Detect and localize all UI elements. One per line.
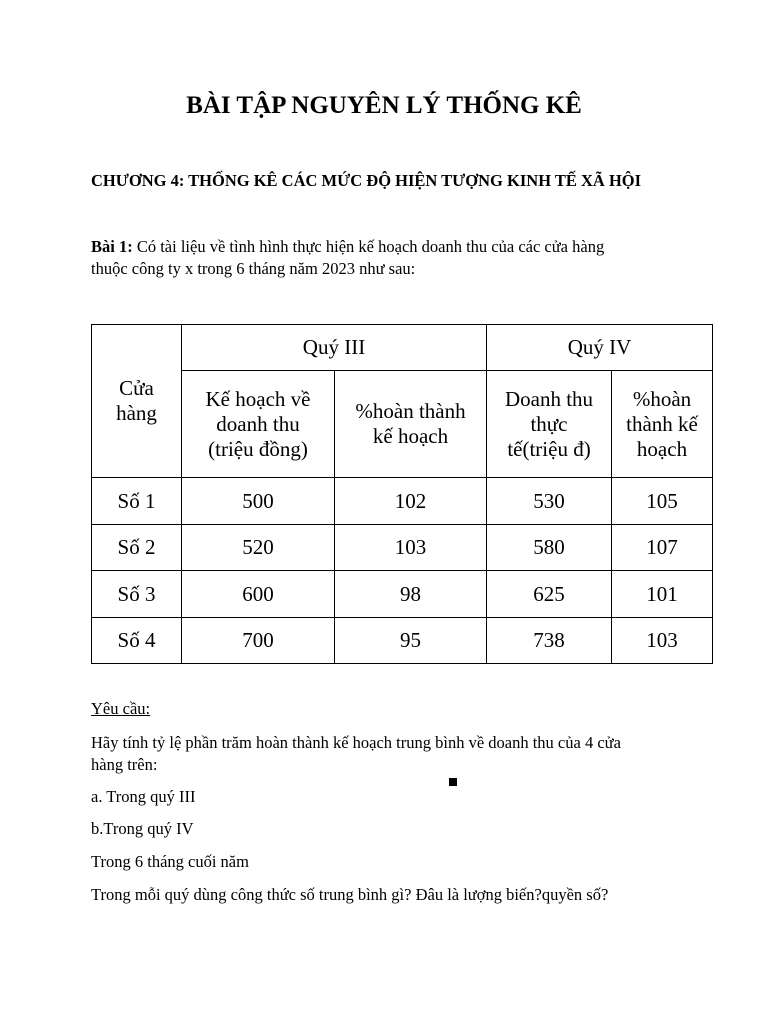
- q3-plan-cell: 700: [182, 618, 335, 664]
- requirements-intro: Hãy tính tỷ lệ phần trăm hoàn thành kế hoạch trung bình về doanh thu của 4 cửa hàng trên:: [91, 733, 621, 774]
- problem-statement: [91, 236, 691, 280]
- document-title: BÀI TẬP NGUYÊN LÝ THỐNG KÊ: [186, 92, 582, 119]
- q3-plan-cell: 520: [182, 525, 335, 571]
- store-column-header: Cửa hàng: [92, 325, 182, 478]
- store-cell: Số 3: [92, 571, 182, 618]
- problem-label: Bài 1:: [91, 237, 133, 256]
- q4-pct-cell: 107: [612, 525, 713, 571]
- problem-text-line1: Có tài liệu về tình hình thực hiện kế hoạch doanh thu của các cửa hàng: [132, 237, 605, 256]
- q3-plan-cell: 500: [182, 478, 335, 525]
- table-row: [92, 478, 713, 525]
- q3-pct-cell: 102: [335, 478, 487, 525]
- quarter-3-header: Quý III: [182, 325, 487, 371]
- bullet-marker: [449, 778, 457, 786]
- table-row: [92, 571, 713, 618]
- store-cell: Số 2: [92, 525, 182, 571]
- requirement-question: Trong mỗi quý dùng công thức số trung bình gì? Đâu là lượng biến?quyền số?: [91, 885, 609, 904]
- requirement-item-c: Trong 6 tháng cuối năm: [91, 852, 249, 871]
- q3-plan-cell: 600: [182, 571, 335, 618]
- problem-text-line2: thuộc công ty x trong 6 tháng năm 2023 như sau:: [91, 259, 416, 278]
- q4-actual-header: Doanh thu thực tế(triệu đ): [487, 371, 612, 478]
- q3-plan-header: Kế hoạch về doanh thu (triệu đồng): [182, 371, 335, 478]
- requirement-item-a: a. Trong quý III: [91, 787, 196, 806]
- q4-pct-cell: 101: [612, 571, 713, 618]
- revenue-table: [91, 324, 713, 664]
- q3-pct-cell: 103: [335, 525, 487, 571]
- q4-pct-cell: 103: [612, 618, 713, 664]
- q4-actual-cell: 625: [487, 571, 612, 618]
- requirements-heading: Yêu cầu:: [91, 699, 151, 718]
- q4-pct-header: %hoàn thành kế hoạch: [612, 371, 713, 478]
- q4-pct-cell: 105: [612, 478, 713, 525]
- chapter-heading: CHƯƠNG 4: THỐNG KÊ CÁC MỨC ĐỘ HIỆN TƯỢNG KINH TẾ XÃ HỘI: [91, 171, 642, 190]
- table-row: [92, 525, 713, 571]
- store-cell: Số 4: [92, 618, 182, 664]
- store-cell: Số 1: [92, 478, 182, 525]
- q4-actual-cell: 530: [487, 478, 612, 525]
- q4-actual-cell: 580: [487, 525, 612, 571]
- q4-actual-cell: 738: [487, 618, 612, 664]
- q3-pct-cell: 98: [335, 571, 487, 618]
- q3-pct-header: %hoàn thành kế hoạch: [335, 371, 487, 478]
- table-row: [92, 618, 713, 664]
- quarter-4-header: Quý IV: [487, 325, 713, 371]
- table-subheader-row: [92, 371, 713, 478]
- requirement-item-b: b.Trong quý IV: [91, 819, 194, 838]
- q3-pct-cell: 95: [335, 618, 487, 664]
- table-header-row: [92, 325, 713, 371]
